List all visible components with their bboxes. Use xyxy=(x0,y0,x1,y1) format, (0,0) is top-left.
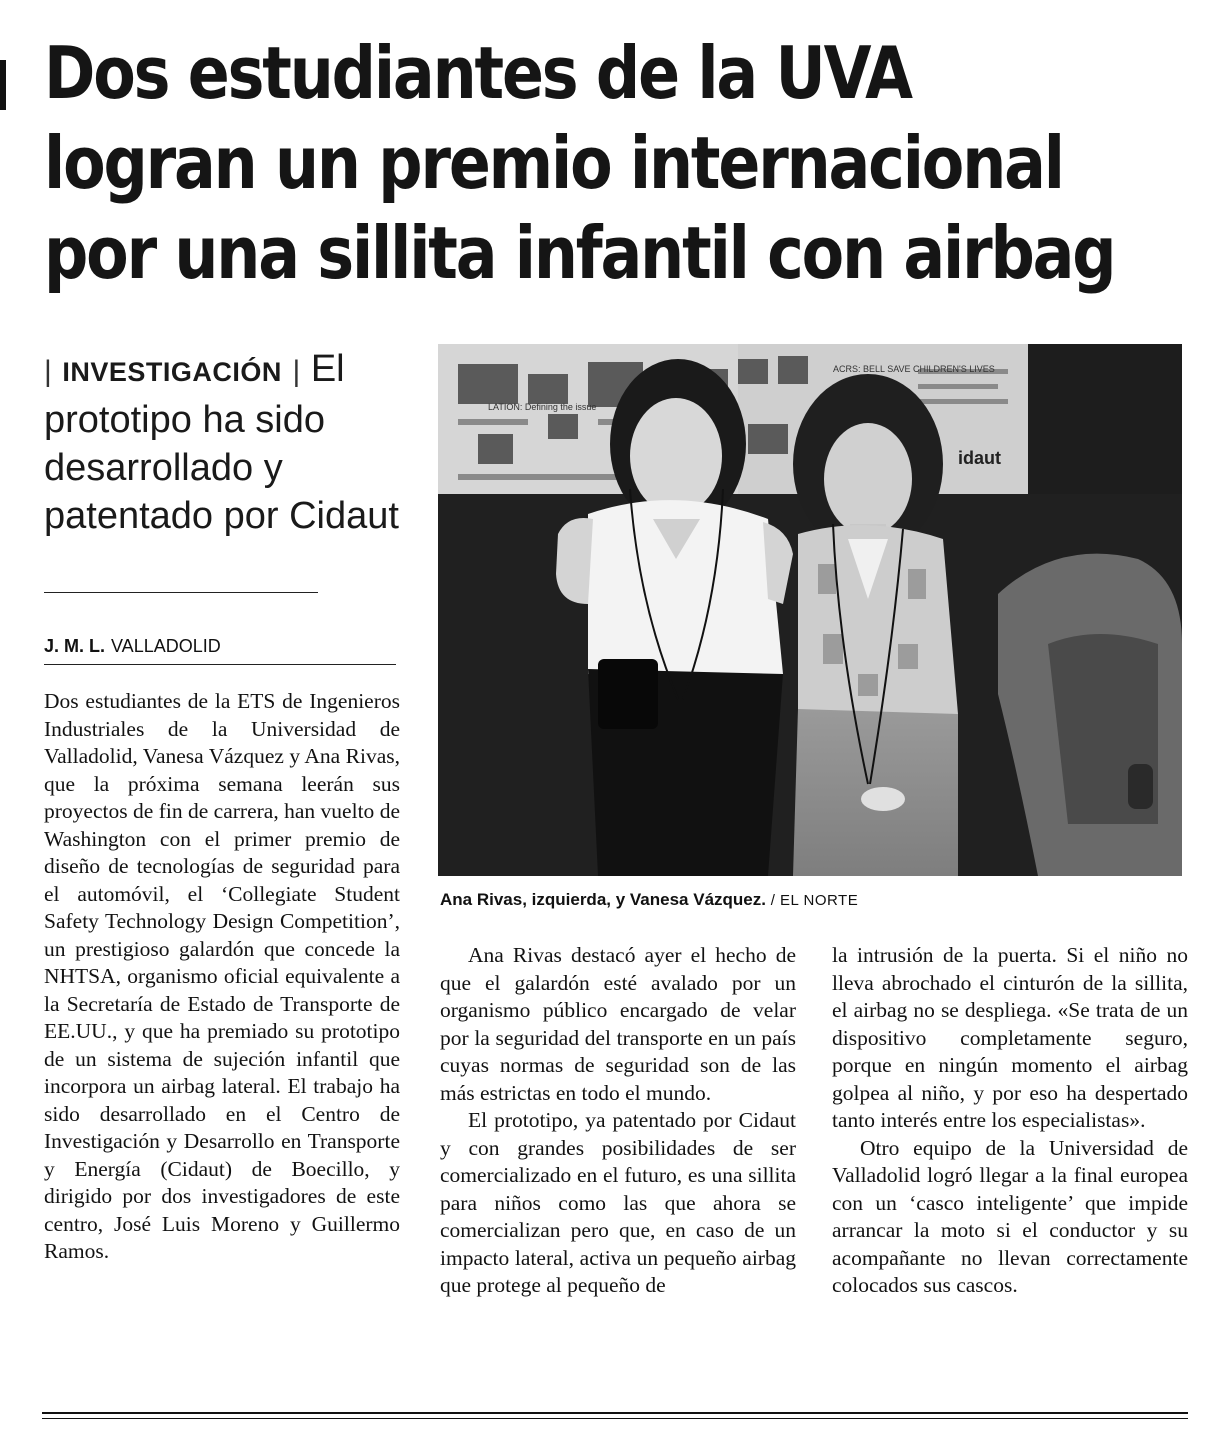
person-right xyxy=(793,374,958,876)
caption-text: Ana Rivas, izquierda, y Vanesa Vázquez. xyxy=(440,890,766,909)
article-column-3 xyxy=(832,942,1188,1300)
photo-credit: / EL NORTE xyxy=(770,892,859,909)
deck-subheadline xyxy=(44,345,404,540)
byline-author: J. M. L. xyxy=(44,636,106,656)
article-paragraph: Otro equipo de la Universidad de Valladolid logró llegar a la final europea con un ‘casco inteligente’ que impide arrancar la moto si el conductor y su acompañante no llevan correctamente colocados sus cascos. xyxy=(832,1135,1188,1297)
byline-divider xyxy=(44,664,396,665)
deck-text: El prototipo ha sido desarrollado y patentado por Cidaut xyxy=(44,348,399,537)
article-paragraph: El prototipo, ya patentado por Cidaut y con grandes posibilidades de ser comercializado en el futuro, es una sillita para niños como las que ahora se comercializan pero que, en caso de un impacto lateral, activa un pequeño airbag que protege al pequeño de xyxy=(440,1108,796,1297)
byline xyxy=(44,636,221,657)
poster-text-left: LATION: Defining the issue xyxy=(488,402,597,412)
article-photo xyxy=(438,344,1182,876)
headline-line-1: Dos estudiantes de la UVA xyxy=(44,31,911,115)
headline xyxy=(44,28,1205,298)
byline-location: VALLADOLID xyxy=(111,636,221,656)
article-column-1 xyxy=(44,688,400,1266)
poster-text-right: ACRS: BELL SAVE CHILDREN'S LIVES xyxy=(833,364,995,374)
page-edge-mark xyxy=(0,60,6,110)
bottom-divider xyxy=(42,1412,1188,1419)
article-column-2 xyxy=(440,942,796,1300)
headline-line-3: por una sillita infantil con airbag xyxy=(44,211,1115,295)
deck-bar-left: | xyxy=(44,355,52,388)
poster-logo-text: idaut xyxy=(958,448,1001,468)
deck-divider xyxy=(44,592,318,593)
photo-caption xyxy=(440,890,858,910)
section-label: INVESTIGACIÓN xyxy=(62,357,282,387)
headline-line-2: logran un premio internacional xyxy=(44,121,1063,205)
deck-bar-right: | xyxy=(292,355,301,388)
article-paragraph: la intrusión de la puerta. Si el niño no lleva abrochado el cinturón de la sillita, el airbag no se despliega. «Se trata de un dispositivo completamente seguro, porque en ningún momento el airbag golpea al niño, y por eso ha despertado tanto interés entre los especialistas». xyxy=(832,943,1188,1132)
photo-illustration xyxy=(438,344,1182,876)
article-paragraph: Ana Rivas destacó ayer el hecho de que el galardón esté avalado por un organismo público encargado de velar por la seguridad del transporte en un país cuyas normas de seguridad son de las más estrictas en todo el mundo. xyxy=(440,943,796,1105)
article-paragraph: Dos estudiantes de la ETS de Ingenieros Industriales de la Universidad de Valladolid, Vanesa Vázquez y Ana Rivas, que la próxima semana leerán sus proyectos de fin de carrera, han vuelto de Washington con el primer premio de diseño de tecnologías de seguridad para el automóvil, el ‘Collegiate Student Safety Technology Design Competition’, un prestigioso galardón que concede la NHTSA, organismo oficial equivalente a la Secretaría de Estado de Transporte de EE.UU., y que ha premiado su prototipo de un sistema de sujeción infantil que incorpora un airbag lateral. El trabajo ha sido desarrollado en el Centro de Investigación y Desarrollo en Transporte y Energía (Cidaut) de Boecillo, y dirigido por dos investigadores de este centro, José Luis Moreno y Guillermo Ramos. xyxy=(44,689,400,1263)
